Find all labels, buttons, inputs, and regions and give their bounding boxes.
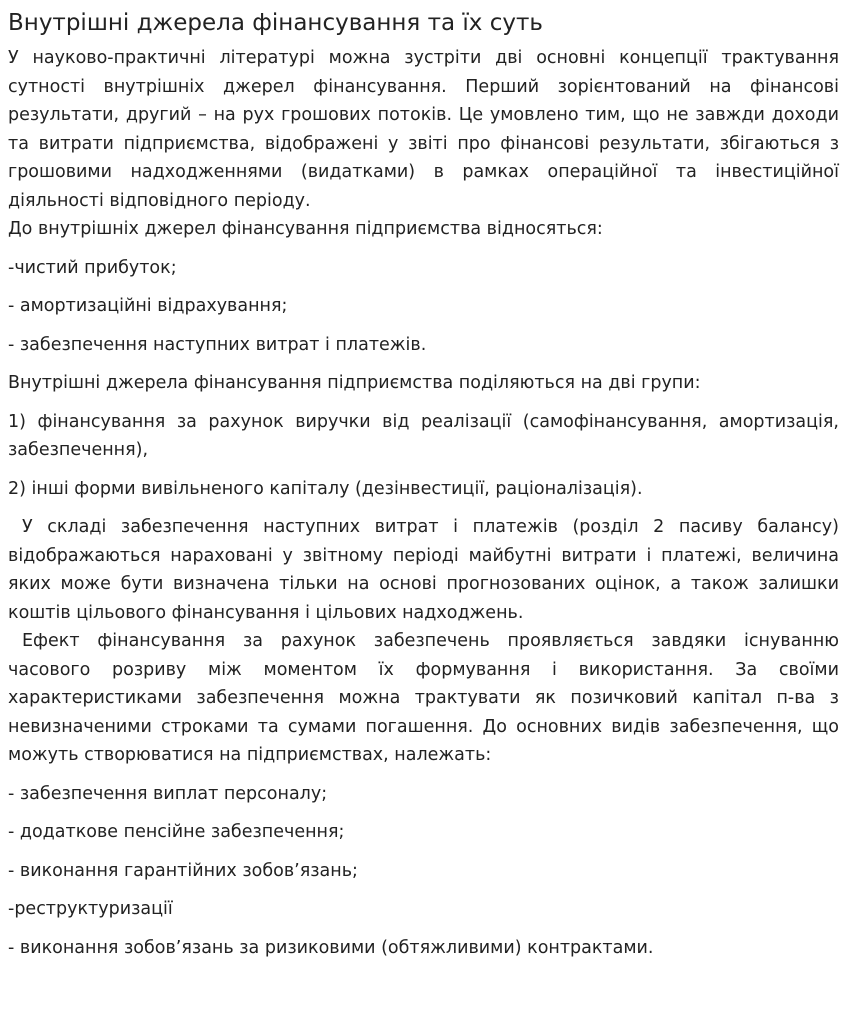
list-item: - виконання зобов’язань за ризиковими (обтяжливими) контрактами. (8, 937, 654, 958)
list-item: -чистий прибуток; (8, 257, 177, 278)
list-item: - амортизаційні відрахування; (8, 296, 288, 316)
list-item: - виконання гарантійних зобов’язань; (8, 860, 358, 881)
page-title: Внутрішні джерела фінансування та їх суть (8, 10, 543, 36)
list-item: -реструктуризації (8, 899, 173, 919)
list-item: - забезпечення виплат персоналу; (8, 783, 328, 804)
provisions-paragraph: У складі забезпечення наступних витрат і платежів (розділ 2 пасиву балансу) відображаються нараховані у звітному періоді майбутні витрати і платежі, величина яких може бути визначена тільки на основі прогнозованих оцінок, а також залишки коштів цільового фінансування і цільових надходжень. (8, 517, 839, 623)
list-item: 2) інші форми вивільненого капіталу (дезінвестиції, раціоналізація). (8, 478, 643, 499)
list-item: - забезпечення наступних витрат і платежів. (8, 334, 427, 355)
list-item: - додаткове пенсійне забезпечення; (8, 822, 345, 842)
list-item: 1) фінансування за рахунок виручки від реалізації (самофінансування, амортизація, забезпечення), (8, 411, 839, 460)
groups-heading: Внутрішні джерела фінансування підприємства поділяються на дві групи: (8, 373, 701, 393)
intro-paragraph: У науково-практичні літературі можна зустріти дві основні концепції трактування сутності внутрішніх джерел фінансування. Перший зорієнтований на фінансові результати, другий – на рух грошових потоків. Це умовлено тим, що не завжди доходи та витрати підприємства, відображені у звіті про фінансові результати, збігаються з грошовими надходженнями (видатками) в рамках операційної та інвестиційної діяльності відповідного періоду. (8, 48, 839, 211)
sources-heading: До внутрішніх джерел фінансування підприємства відносяться: (8, 219, 603, 239)
effect-paragraph: Ефект фінансування за рахунок забезпечень проявляється завдяки існуванню часового розриву між моментом їх формування і використання. За своїми характеристиками забезпечення можна трактувати як позичковий капітал п-ва з невизначеними строками та сумами погашення. До основних видів забезпечення, що можуть створюватися на підприємствах, належать: (8, 631, 839, 765)
